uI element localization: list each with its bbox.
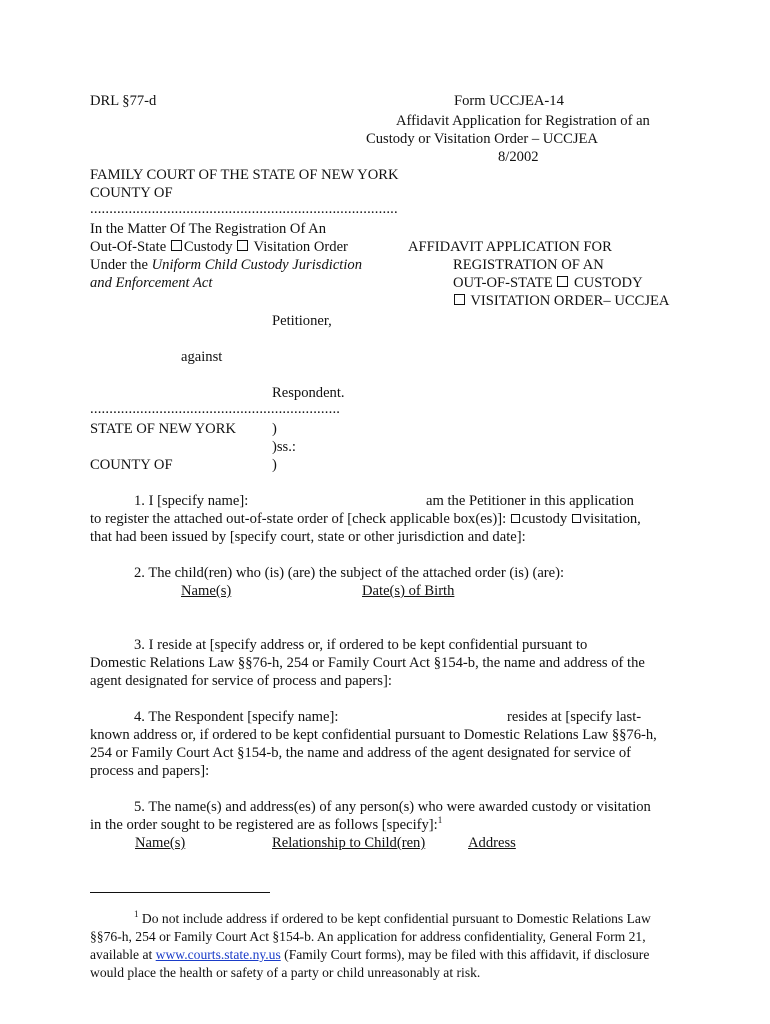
- matter-under-the: Under the: [90, 257, 152, 273]
- p5-relationship-header: Relationship to Child(ren): [272, 835, 426, 851]
- footnote-marker: 1: [134, 909, 139, 919]
- p4-line-4: process and papers]:: [90, 763, 210, 779]
- footnote-reference: 1: [437, 815, 443, 825]
- venue-paren-3: ): [272, 457, 277, 473]
- p1-custody-checkbox[interactable]: [511, 514, 520, 523]
- matter-line-2: [90, 238, 348, 256]
- footnote-line-1: [134, 910, 651, 928]
- p5-address-header: Address: [468, 835, 516, 851]
- matter-line-3: [90, 256, 362, 274]
- p1-visitation-checkbox[interactable]: [572, 514, 581, 523]
- matter-out-of-state: Out-Of-State: [90, 239, 170, 255]
- form-date: 8/2002: [498, 149, 539, 165]
- affidavit-title-line-2: REGISTRATION OF AN: [453, 257, 604, 273]
- p4-line-1: 4. The Respondent [specify name]:: [134, 709, 339, 725]
- footnote-line-3: [90, 946, 649, 964]
- venue-ss: )ss.:: [272, 439, 296, 455]
- footnote-text-1: Do not include address if ordered to be kept confidential pursuant to Domestic Relations Law: [138, 911, 651, 926]
- p4-line-2: known address or, if ordered to be kept confidential pursuant to Domestic Relations Law §§76-h,: [90, 727, 657, 743]
- p3-line-1: 3. I reside at [specify address or, if ordered to be kept confidential pursuant to: [134, 637, 588, 653]
- court-county: COUNTY OF: [90, 185, 173, 201]
- p1-line-3: that had been issued by [specify court, state or other jurisdiction and date]:: [90, 529, 526, 545]
- footnote-text-3: (Family Court forms), may be filed with this affidavit, if disclosure: [280, 947, 650, 962]
- venue-paren-1: ): [272, 421, 277, 437]
- against-label: against: [181, 349, 223, 365]
- matter-act-name: Uniform Child Custody Jurisdiction: [151, 257, 363, 273]
- p5-line-1: 5. The name(s) and address(es) of any person(s) who were awarded custody or visitation: [134, 799, 651, 815]
- custody-checkbox[interactable]: [171, 240, 182, 251]
- p3-line-3: agent designated for service of process and papers]:: [90, 673, 392, 689]
- p1-line-2: [90, 510, 641, 528]
- title-custody-checkbox[interactable]: [557, 276, 568, 287]
- statute-reference: DRL §77-d: [90, 93, 157, 109]
- p1-register-text: to register the attached out-of-state order of [check applicable box(es)]:: [90, 511, 510, 527]
- title-custody: CUSTODY: [570, 275, 643, 291]
- visitation-checkbox[interactable]: [237, 240, 248, 251]
- p5-names-header: Name(s): [135, 835, 186, 851]
- affidavit-title-line-1: AFFIDAVIT APPLICATION FOR: [408, 239, 612, 255]
- matter-custody: Custody: [183, 239, 237, 255]
- affidavit-title-line-3: [453, 274, 643, 292]
- title-visitation-checkbox[interactable]: [454, 294, 465, 305]
- venue-state: STATE OF NEW YORK: [90, 421, 236, 437]
- footnote-line-2: §§76-h, 254 or Family Court Act §154-b. An application for address confidentiality, General Form 21,: [90, 929, 646, 944]
- matter-line-4: and Enforcement Act: [90, 275, 213, 291]
- p1-specify-name: 1. I [specify name]:: [134, 493, 249, 509]
- title-out-of-state: OUT-OF-STATE: [453, 275, 557, 291]
- p4-line-3: 254 or Family Court Act §154-b, the name and address of the agent designated for service of: [90, 745, 632, 761]
- p1-custody-label: custody: [521, 511, 571, 527]
- p4-resides: resides at [specify last-: [507, 709, 642, 725]
- footnote-available-at: available at: [90, 947, 156, 962]
- form-title-line-2: Custody or Visitation Order – UCCJEA: [366, 131, 598, 147]
- p1-petitioner: am the Petitioner in this application: [426, 493, 634, 509]
- matter-line-1: In the Matter Of The Registration Of An: [90, 221, 327, 237]
- form-number: Form UCCJEA-14: [454, 93, 564, 109]
- p5-line-2: [90, 816, 442, 834]
- form-title-line-1: Affidavit Application for Registration of an: [396, 113, 650, 129]
- separator-dots-2: .................................................................: [90, 401, 341, 417]
- footnote-line-4: would place the health or safety of a party or child unreasonably at risk.: [90, 965, 481, 980]
- p3-line-2: Domestic Relations Law §§76-h, 254 or Family Court Act §154-b, the name and address of the: [90, 655, 645, 671]
- p2-names-header: Name(s): [181, 583, 232, 599]
- petitioner-label: Petitioner,: [272, 313, 332, 329]
- separator-dots: ................................................................................: [90, 201, 398, 217]
- footnote-rule: [90, 892, 270, 893]
- courts-website-link[interactable]: www.courts.state.ny.us: [155, 947, 281, 962]
- affidavit-title-line-4: [453, 292, 669, 310]
- court-name: FAMILY COURT OF THE STATE OF NEW YORK: [90, 167, 399, 183]
- venue-county: COUNTY OF: [90, 457, 173, 473]
- p2-line-1: 2. The child(ren) who (is) (are) the subject of the attached order (is) (are):: [134, 565, 565, 581]
- p2-dob-header: Date(s) of Birth: [362, 583, 455, 599]
- title-visitation: VISITATION ORDER– UCCJEA: [467, 293, 670, 309]
- matter-visitation: Visitation Order: [250, 239, 348, 255]
- p5-specify-text: in the order sought to be registered are as follows [specify]:: [90, 817, 438, 833]
- p1-visitation-label: visitation,: [582, 511, 641, 527]
- respondent-label: Respondent.: [272, 385, 345, 401]
